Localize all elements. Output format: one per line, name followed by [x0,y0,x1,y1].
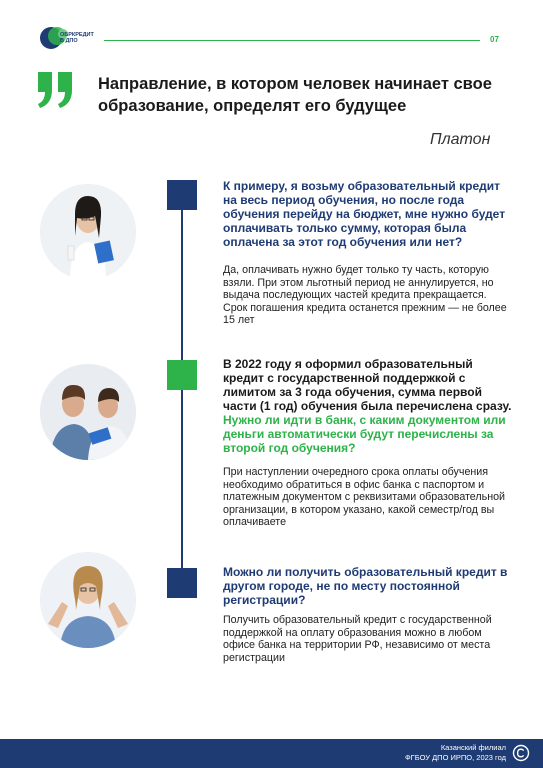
header-divider [104,40,480,41]
faq-answer-3: Получить образовательный кредит с государственной поддержкой на оплату образования можно в любом офисе банка на территории РФ, независимо от места регистрации [223,614,492,664]
smiling-woman-illustration [40,552,136,648]
faq-question-2-part1: В 2022 году я оформил образовательный кредит с государственной поддержкой с лимитом за 3 года обучения, сумма первой части (1 год) обучения была перечислена сразу. [223,357,512,413]
footer-bar [0,739,543,768]
faq-answer-1 [223,264,513,327]
page-number: 07 [490,35,499,44]
copyright-icon [512,744,530,762]
footer-text: Казанский филиал ФГБОУ ДПО ИРПО, 2023 год [404,743,506,762]
faq-answer-2: При наступлении очередного срока оплаты обучения необходимо обратиться в офис банка с паспортом и платежным документом с реквизитами образовательной организации, в котором указано, какой семестр/год вы оплачиваете [223,466,506,529]
photo-student-woman [40,184,136,280]
two-students-illustration [40,364,136,460]
faq-answer-1-part2: Срок погашения кредита останется прежним — не более 15 лет [223,301,507,327]
timeline-marker-3 [167,568,197,598]
faq-question-2-part2: Нужно ли идти в банк, с каким документом или деньги автоматически будут перечислены за второй год обучения? [223,413,506,455]
quote-text: Направление, в котором человек начинает свое образование, определят его будущее [98,75,492,115]
timeline-marker-2 [167,360,197,390]
logo-text: ОБРКРЕДИТ В ДПО [60,32,94,44]
timeline-marker-1 [167,180,197,210]
faq-question-3: Можно ли получить образовательный кредит в другом городе, не по месту постоянной регистрации? [223,565,508,607]
photo-two-students [40,364,136,460]
faq-question-1: К примеру, я возьму образовательный кредит на весь период обучения, но после года обучения перейду на бюджет, мне нужно будет оплачивать только сумму, которая была оплачена за этот год обучения или нет? [223,179,506,249]
faq-answer-1-part1: Да, оплачивать нужно будет только ту часть, которую взяли. При этом льготный период не аннулируется, но выдача последующих частей кредита прекращается. [223,264,494,302]
photo-smiling-woman [40,552,136,648]
quote-icon [36,70,76,110]
faq-question-2 [223,357,513,455]
student-woman-illustration [40,184,136,280]
quote-author: Платон [430,131,491,148]
